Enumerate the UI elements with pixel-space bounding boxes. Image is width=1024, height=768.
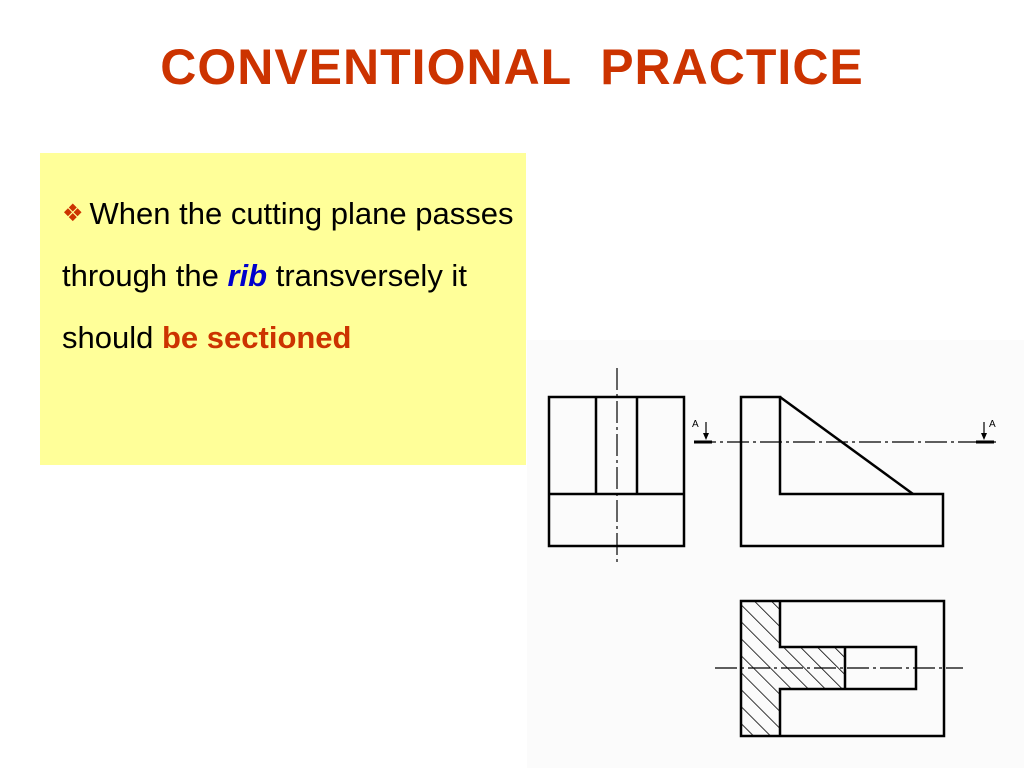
section-view [715, 601, 963, 736]
section-arrowhead-left [703, 433, 709, 440]
diamond-bullet-icon: ❖ [62, 200, 84, 227]
note-text-part-2: transversely it should [62, 258, 467, 355]
slide-title: CONVENTIONAL PRACTICE [160, 39, 864, 95]
section-label-right: A [989, 419, 996, 430]
keyword-sectioned: sectioned [206, 320, 352, 355]
side-view-outline [741, 397, 943, 546]
section-arrowhead-right [981, 433, 987, 440]
section-label-left: A [692, 419, 699, 430]
side-view [694, 397, 996, 546]
keyword-be: be [161, 320, 199, 355]
front-view [549, 368, 684, 566]
keyword-rib: rib [227, 258, 268, 293]
note-text-part-1: When the cutting plane passes through the [62, 196, 514, 293]
side-view-rib-slope [780, 397, 913, 494]
